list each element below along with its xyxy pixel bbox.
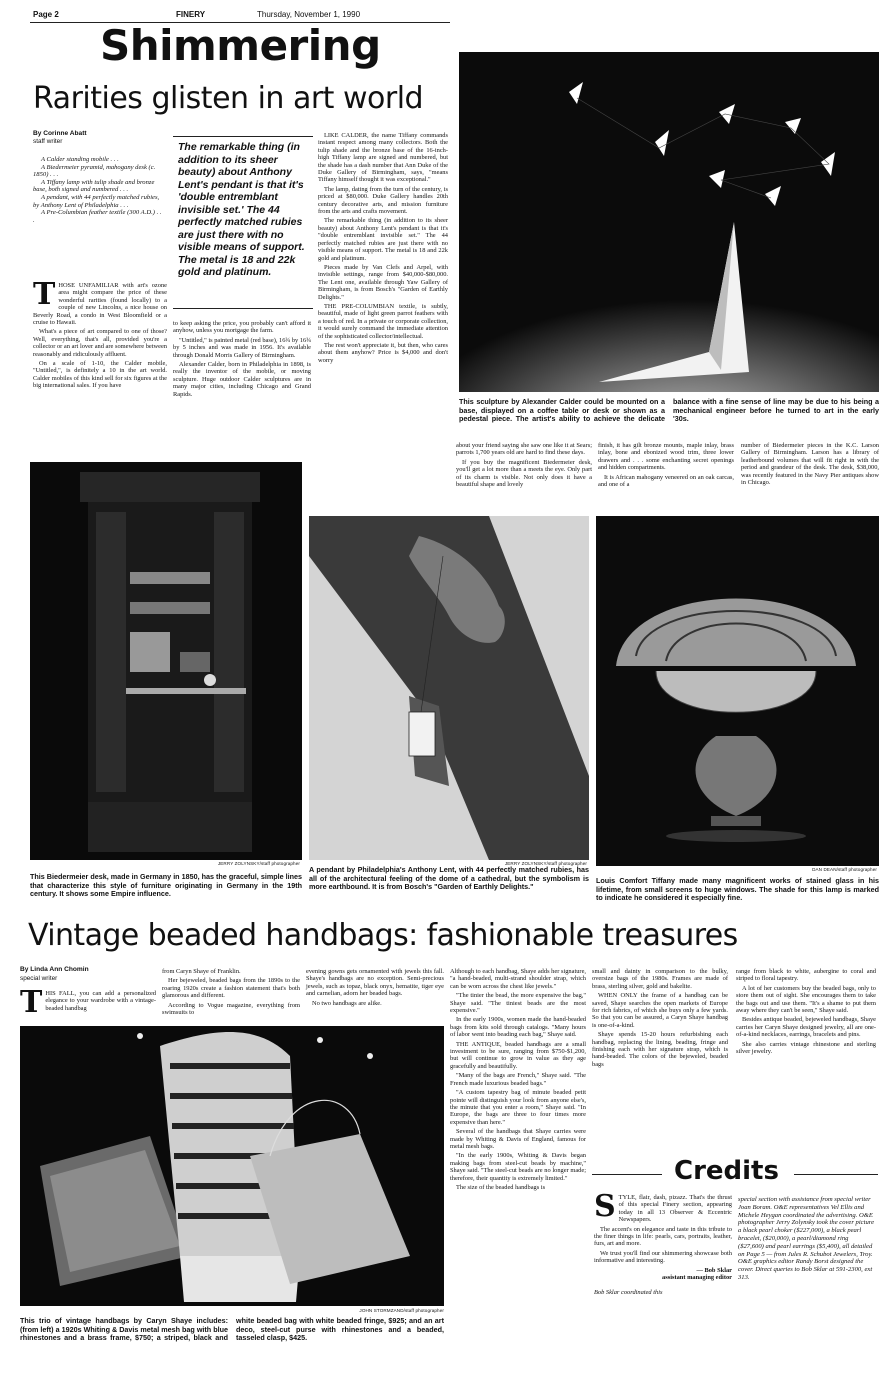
lamp-photo-credit: DAN DEAN/staff photographer bbox=[812, 867, 877, 872]
handbags-column-1 bbox=[20, 985, 156, 1020]
pendant-photo bbox=[309, 516, 589, 860]
paragraph: about your friend saying she saw one like it at Sears; parrots 1,700 years old are hard to find these days. bbox=[456, 442, 592, 457]
paragraph: Her bejeweled, beaded bags from the 1890s to the roaring 1920s create a fashion statement that's both glamorous and different. bbox=[162, 977, 300, 1000]
paragraph: A lot of her customers buy the beaded bags, only to store them out of sight. She encourages them to take the bags out and use them. "It's a shame to put them away where they can't be seen," Shaye said. bbox=[736, 984, 876, 1015]
handbags-byline-name: By Linda Ann Chomin bbox=[20, 966, 89, 973]
handbags-headline: Vintage beaded handbags: fashionable treasures bbox=[28, 918, 738, 953]
paragraph: The size of the beaded handbags is bbox=[456, 1183, 546, 1191]
desk-image bbox=[30, 462, 302, 860]
paragraph: "The tinier the bead, the more expensive the bag," Shaye said. "The tiniest beads are the most expensive." bbox=[450, 992, 586, 1015]
paragraph: Besides antique beaded, bejeweled handbags, Shaye carries her Caryn Shaye designed jewelry, all are one-of-a-kind necklaces, earrings, bracelets and pins. bbox=[736, 1016, 876, 1039]
handbags-column-2 bbox=[162, 968, 300, 1018]
paragraph: Shaye spends 15-20 hours refurbishing each handbag, replacing the lining, beading, fringe and finishing each with her signature strap, which is hand-beaded. The colors of the bejeweled, beaded bags bbox=[592, 1031, 728, 1068]
paragraph: On a scale of 1-10, the Calder mobile, "Untitled,", is definitely a 10 in the art world. Calder mobiles of this kind sell for six figures at the big international sales. If you have bbox=[33, 360, 167, 390]
article-column-1 bbox=[33, 277, 167, 392]
list-item: A pendant, with 44 perfectly matched rubies, by Anthony Lent of Philadelphia . . . bbox=[33, 193, 160, 209]
credits-coordinated: Bob Sklar coordinated this bbox=[594, 1289, 663, 1297]
handbags-photo bbox=[20, 1026, 444, 1306]
paragraph: It is African mahogany veneered on an oak carcas, and one of a bbox=[598, 473, 734, 489]
page-number: Page 2 bbox=[33, 10, 59, 19]
paragraph: If you buy the magnificent Biedermeier desk, you'll get a lot more than a meets the eye. Only part of its charm is visible. Not only does it have a beautiful shape and lovely bbox=[456, 458, 592, 489]
handbags-column-6 bbox=[736, 968, 876, 1057]
paragraph: "A custom tapestry bag of minute beaded petit pointe will distinguish your look from anyone else's, the minute that you enter a room," Shaye said. "In Europe, the bags are three to four times more expensive than here." bbox=[450, 1089, 586, 1126]
paragraph: What's a piece of art compared to one of those? Well, everything, that's all, provided you're a collector or an art lover and are somewhere between reasonably and ridiculously affluent. bbox=[33, 328, 167, 358]
desk-photo-credit: JERRY ZOLYNSKY/staff photographer bbox=[217, 861, 300, 866]
paragraph: TYLE, flair, dash, pizazz. That's the thrust of this special Finery section, appearing today in all 13 Observer & Eccentric Newspapers. bbox=[618, 1194, 732, 1224]
calder-mobile-image bbox=[459, 52, 879, 392]
paragraph: evening gowns gets ornamented with jewels this fall. Shaye's handbags are no exception. Semi-precious jewels, such as topaz, black onyx, hematite, tiger eye and carnelian, adorn her beaded bags. bbox=[306, 968, 444, 998]
desk-caption: This Biedermeier desk, made in Germany in 1850, has the graceful, simple lines that characterize this style of furniture originating in Germany in the 19th century. It shows some Empire influence. bbox=[30, 872, 302, 899]
handbags-byline-role: special writer bbox=[20, 975, 58, 982]
biedermeier-desk-photo bbox=[30, 462, 302, 860]
paragraph: HIS FALL, you can add a personalized elegance to your wardrobe with a vintage-beaded handbag bbox=[45, 990, 156, 1012]
paragraph: No two handbags are alike. bbox=[312, 999, 382, 1007]
byline-role: staff writer bbox=[33, 138, 63, 145]
pendant-photo-credit: JERRY ZOLYNSKY/staff photographer bbox=[504, 861, 587, 866]
article-column-6 bbox=[741, 442, 879, 488]
handbags-caption: This trio of vintage handbags by Caryn Shaye includes: (from left) a 1920s Whiting & Davis metal mesh bag with blue rhinestones and a brass frame, $750; a striped, black and white beaded bag with white beaded fringe, $925; and an art deco, steel-cut purse with rhinestones and a beaded, tasseled clasp, $425. bbox=[20, 1316, 444, 1343]
handbags-column-4 bbox=[450, 968, 586, 1193]
calder-caption: This sculpture by Alexander Calder could be mounted on a base, displayed on a coffee table or desk or shown as a pedestal piece. The artist's ability to achieve the delicate balance with a fine sense of line may be due to his being a mechanical engineer before he turned to art in the early '30s. bbox=[459, 397, 879, 424]
lamp-caption: Louis Comfort Tiffany made many magnificent works of stained glass in his lifetime, from small screens to huge windows. The shade for this lamp is marked to indicate he considered it especially fine. bbox=[596, 876, 879, 903]
credits-title: Credits bbox=[674, 1156, 779, 1186]
article-column-5 bbox=[598, 442, 734, 490]
credits-box bbox=[588, 1156, 880, 1388]
byline-name: By Corinne Abatt bbox=[33, 130, 87, 137]
pull-quote: The remarkable thing (in addition to its sheer beauty) about Anthony Lent's pendant is that it's 'double entremblant invisible set.' The 44 perfectly matched rubies are just there with no visible means of support. The metal is 18 and 22k gold and platinum. bbox=[178, 141, 305, 278]
paragraph: "Many of the bags are French," Shaye said. "The French made luxurious beaded bags." bbox=[450, 1072, 586, 1087]
paragraph: range from black to white, aubergine to coral and striped to floral tapestry. bbox=[736, 968, 876, 983]
credits-signoff: — Bob Sklar bbox=[696, 1266, 732, 1274]
section-name: FINERY bbox=[176, 10, 206, 19]
paragraph: "Untitled," is painted metal (red base), 16¾ by 16¾ by 5 inches and was made in 1956. It's available through Donald Morris Gallery of Birmingham. bbox=[173, 336, 311, 359]
paragraph: She also carries vintage rhinestone and sterling silver jewelry. bbox=[736, 1040, 876, 1056]
drop-cap: T bbox=[33, 277, 56, 312]
paragraph: The rest won't appreciate it, but then, who cares about them anyhow? Price is $4,000 and don't worry bbox=[318, 341, 448, 364]
credits-signoff-role: assistant managing editor bbox=[662, 1274, 732, 1282]
list-item: A Pre-Columbian feather textile (300 A.D.) . . . bbox=[33, 209, 162, 224]
list-item: A Biedermeier pyramid, mahogany desk (c. 1850) . . . bbox=[33, 163, 156, 179]
quote-rule-top bbox=[173, 136, 313, 137]
handbags-photo-credit: JOHN STORMZAND/staff photographer bbox=[359, 1308, 444, 1313]
pendant-image bbox=[309, 516, 589, 860]
drop-cap: T bbox=[20, 985, 43, 1020]
handbags-image bbox=[20, 1026, 444, 1306]
paragraph: "In the early 1900s, Whiting & Davis began making bags from steel-cut beads by machine," Shaye said. "The steel-cut beads are no longer made; therefore, their quantity is extremely limited." bbox=[450, 1152, 586, 1182]
credits-right-column: special section with assistance from special writer Joan Boram. O&E representatives Vel Ellis and Michele Heygan coordinated the advertising. O&E photographer Jerry Zolynsky took the cover picture a black pearl choker ($227,000), a black pearl bracelet, ($20,000), a pearl/diamond ring ($27,600) and pearl earrings ($5,400), all detailed on Page 5 — from Jules R. Schubot Jewelers, Troy. O&E graphics editor Randy Borst designed the cover. Direct queries to Bob Sklar at 591-2300, ext 313. bbox=[738, 1196, 874, 1281]
list-item: A Calder standing mobile . . . bbox=[41, 156, 119, 163]
paragraph: THE PRE-COLUMBIAN textile, is subtly, beautiful, made of light green parrot feathers with a touch of red. In a private or corporate collection, it would surely command the immediate attention of the sophisticated collector/intellectual. bbox=[318, 302, 448, 340]
tiffany-lamp-photo bbox=[596, 516, 879, 866]
issue-date: Thursday, November 1, 1990 bbox=[257, 10, 361, 19]
paragraph: THE ANTIQUE, beaded handbags are a small investment to be sure, ranging from $750-$1,200, but will continue to grow in value as they age gracefully and beautifully. bbox=[450, 1040, 586, 1070]
lamp-image bbox=[596, 516, 879, 866]
paragraph: Pieces made by Van Clefs and Arpel, with invisible settings, range from $40,000-$80,000. The Lent one, available through Yaw Gallery of Birmingham, is from Bosch's "Garden of Earthly Delights." bbox=[318, 263, 448, 301]
paragraph: In the early 1900s, women made the hand-beaded bags from kits sold through catalogs. "Many hours of labor went into beading each bag," Shaye said. bbox=[450, 1016, 586, 1039]
paragraph: The accent's on elegance and taste in this tribute to the finer things in life: pearls, cars, portraits, leather, furs, art and more. bbox=[594, 1225, 732, 1248]
paragraph: WHEN ONLY the frame of a handbag can be saved, Shaye searches the open markets of Europe for rich fabrics, of which she buys only a few yards. So that you can be assured, a Caryn Shaye handbag is one-of-a-kind. bbox=[592, 992, 728, 1029]
article-column-4 bbox=[456, 442, 592, 490]
credits-rule-right bbox=[794, 1174, 878, 1175]
paragraph: Alexander Calder, born in Philadelphia in 1898, is really the inventor of the mobile, or moving sculpture. Huge outdoor Calder sculptures are in many major cities, including Chicago and Grand Rapids. bbox=[173, 361, 311, 398]
paragraph: Several of the handbags that Shaye carries were made by Whiting & Davis of England, famous for metal mesh bags. bbox=[450, 1128, 586, 1150]
paragraph: small and dainty in comparison to the bulky, oversize bags of the 1980s. Frames are made of brass, sterling silver, gold and bakelite. bbox=[592, 968, 728, 990]
credits-rule-left bbox=[592, 1174, 662, 1175]
paragraph: According to Vogue magazine, everything from swimsuits to bbox=[162, 1001, 300, 1017]
drop-cap: S bbox=[594, 1189, 616, 1224]
pendant-caption: A pendant by Philadelphia's Anthony Lent, with 44 perfectly matched rubies, has all of the architectural feeling of the dome of a cathedral, but the symbolism is more earthbound. It is from Bosch's "Garden of Earthly Delights." bbox=[309, 865, 589, 892]
calder-mobile-photo bbox=[459, 52, 879, 392]
paragraph: The remarkable thing (in addition to its sheer beauty) about Anthony Lent's pendant is that it's "double entremblant invisible set." The 44 perfectly matched rubies are just there with no visible means of support. The metal is 18 and 22k gold and platinum. bbox=[318, 217, 448, 262]
paragraph: from Caryn Shaye of Franklin. bbox=[162, 968, 241, 975]
list-item: A Tiffany lamp with tulip shade and bronze base, both signed and numbered . . . bbox=[33, 178, 155, 194]
quote-rule-bottom bbox=[173, 308, 313, 309]
paragraph: number of Biedermeier pieces in the K.C. Larson Gallery of Birmingham. Larson has a library of leatherbound volumes that will fit right in with the period and grandeur of the desk. The desk, $38,000, was recently featured in the Navy Pier antiques show in Chicago. bbox=[741, 442, 879, 487]
handbags-column-3 bbox=[306, 968, 444, 1009]
handbags-column-5 bbox=[592, 968, 728, 1070]
main-headline: Rarities glisten in art world bbox=[33, 81, 424, 116]
paragraph: We trust you'll find our shimmering showcase both informative and interesting. bbox=[594, 1249, 732, 1265]
credits-left-column bbox=[594, 1189, 732, 1297]
paragraph: HOSE UNFAMILIAR with art's ozone area might compare the price of these wonderful rarities (found locally) to a couple of new Lincolns, a nice house on Beverly Road, a condo in West Bloomfield or a cruise to Hawaii. bbox=[33, 282, 167, 327]
kicker-headline: Shimmering bbox=[100, 21, 381, 70]
rarities-list bbox=[33, 156, 163, 224]
paragraph: finish, it has gilt bronze mounts, maple inlay, brass inlay, bone and ebonized wood trim, three lower drawers and . . . some enchanting secret openings and hidden compartments. bbox=[598, 442, 734, 472]
paragraph: Although to each handbag, Shaye adds her signature, "a hand-beaded, multi-strand shoulder strap, which can be worn across the chest like jewels." bbox=[450, 968, 586, 990]
paragraph: The lamp, dating from the turn of the century, is priced at $80,000. Duke Gallery handles 20th century decorative arts, and mission furniture from the arts and crafts movement. bbox=[318, 185, 448, 216]
paragraph: to keep asking the price, you probably can't afford it anyhow, unless you mortgage the farm. bbox=[173, 320, 311, 335]
article-column-3 bbox=[318, 132, 448, 366]
article-column-2 bbox=[173, 320, 311, 400]
paragraph: LIKE CALDER, the name Tiffany commands instant respect among many collectors. Both the tulip shade and the bronze base of the 16-inch-high Tiffany lamp are signed and numbered, but the shade has a dash number that Ann Duke of the Duke Gallery of Birmingham, says, "means Tiffany himself thought it was exceptional." bbox=[318, 132, 448, 184]
